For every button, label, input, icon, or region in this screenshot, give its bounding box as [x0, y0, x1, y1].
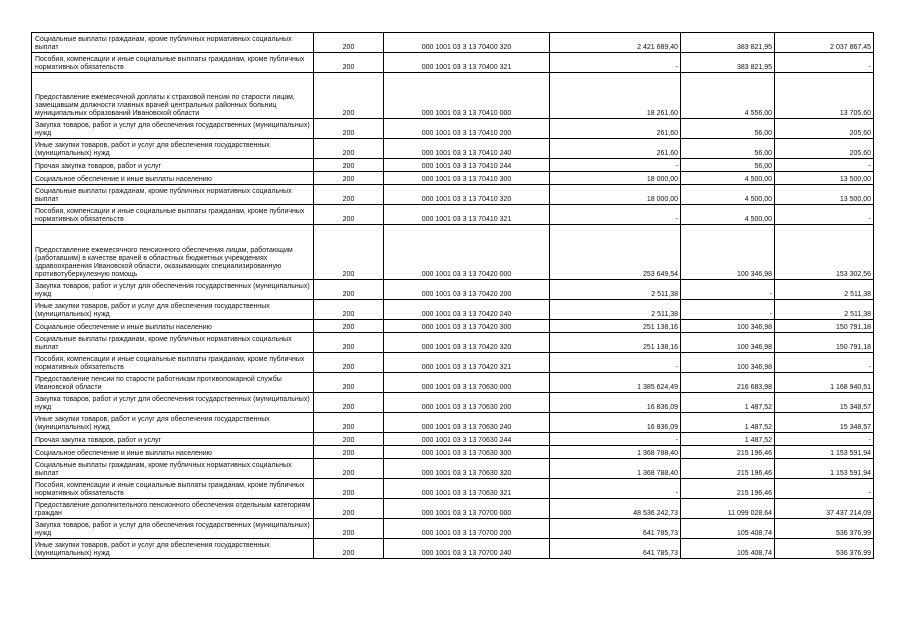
row-code: 200: [314, 159, 384, 172]
row-remaining: 1 153 591,94: [775, 446, 874, 459]
row-remaining: 536 376,99: [775, 539, 874, 559]
row-remaining: 37 437 214,09: [775, 499, 874, 519]
row-classification: 000 1001 03 3 13 70630 321: [384, 479, 550, 499]
table-row: [32, 519, 874, 539]
row-remaining: 13 705,60: [775, 73, 874, 119]
row-executed: 4 500,00: [681, 185, 775, 205]
row-executed: 215 196,46: [681, 459, 775, 479]
row-code: 200: [314, 333, 384, 353]
row-code: 200: [314, 205, 384, 225]
row-approved: 16 836,09: [550, 393, 681, 413]
row-code: 200: [314, 519, 384, 539]
table-row: [32, 119, 874, 139]
row-name: Социальные выплаты гражданам, кроме публичных нормативных социальных выплат: [32, 33, 314, 53]
row-remaining: 2 511,38: [775, 300, 874, 320]
row-classification: 000 1001 03 3 13 70630 000: [384, 373, 550, 393]
row-approved: 641 785,73: [550, 519, 681, 539]
row-classification: 000 1001 03 3 13 70420 300: [384, 320, 550, 333]
row-remaining: 13 500,00: [775, 172, 874, 185]
row-remaining: 150 791,18: [775, 333, 874, 353]
row-executed: 216 683,98: [681, 373, 775, 393]
row-remaining: -: [775, 205, 874, 225]
row-code: 200: [314, 499, 384, 519]
row-executed: 100 346,98: [681, 320, 775, 333]
row-approved: 18 261,60: [550, 73, 681, 119]
table-row: [32, 479, 874, 499]
row-classification: 000 1001 03 3 13 70630 200: [384, 393, 550, 413]
table-row: [32, 300, 874, 320]
row-name: Социальное обеспечение и иные выплаты населению: [32, 172, 314, 185]
row-executed: 383 821,95: [681, 53, 775, 73]
row-name: Социальные выплаты гражданам, кроме публичных нормативных социальных выплат: [32, 459, 314, 479]
row-approved: 2 511,38: [550, 300, 681, 320]
row-executed: 105 408,74: [681, 539, 775, 559]
row-code: 200: [314, 433, 384, 446]
row-executed: 56,00: [681, 119, 775, 139]
row-executed: 1 487,52: [681, 433, 775, 446]
table-body: [32, 33, 874, 559]
row-name: Предоставление ежемесячного пенсионного обеспечения лицам, работающим (работавшим) в качестве врачей в областных бюджетных учреждениях здравоохранения Ивановской области, оказывающих специализированную противотуберкулезную помощь: [32, 225, 314, 280]
row-classification: 000 1001 03 3 13 70400 321: [384, 53, 550, 73]
table-row: [32, 539, 874, 559]
row-remaining: 205,60: [775, 139, 874, 159]
row-approved: 261,60: [550, 119, 681, 139]
row-remaining: 205,60: [775, 119, 874, 139]
row-remaining: -: [775, 53, 874, 73]
row-code: 200: [314, 320, 384, 333]
table-row: [32, 413, 874, 433]
row-name: Прочая закупка товаров, работ и услуг: [32, 433, 314, 446]
row-name: Предоставление дополнительного пенсионного обеспечения отдельным категориям граждан: [32, 499, 314, 519]
row-code: 200: [314, 225, 384, 280]
row-code: 200: [314, 479, 384, 499]
row-approved: 641 785,73: [550, 539, 681, 559]
row-name: Закупка товаров, работ и услуг для обеспечения государственных (муниципальных) нужд: [32, 280, 314, 300]
row-approved: 2 511,38: [550, 280, 681, 300]
table-row: [32, 53, 874, 73]
row-approved: 16 836,09: [550, 413, 681, 433]
row-approved: 18 000,00: [550, 172, 681, 185]
row-remaining: -: [775, 433, 874, 446]
row-code: 200: [314, 280, 384, 300]
table-row: [32, 353, 874, 373]
row-code: 200: [314, 373, 384, 393]
row-classification: 000 1001 03 3 13 70410 320: [384, 185, 550, 205]
row-executed: -: [681, 300, 775, 320]
row-name: Социальное обеспечение и иные выплаты населению: [32, 320, 314, 333]
row-classification: 000 1001 03 3 13 70630 244: [384, 433, 550, 446]
row-approved: 2 421 689,40: [550, 33, 681, 53]
row-code: 200: [314, 53, 384, 73]
row-name: Иные закупки товаров, работ и услуг для обеспечения государственных (муниципальных) нужд: [32, 539, 314, 559]
row-name: Иные закупки товаров, работ и услуг для обеспечения государственных (муниципальных) нужд: [32, 300, 314, 320]
row-code: 200: [314, 300, 384, 320]
row-code: 200: [314, 446, 384, 459]
row-approved: -: [550, 353, 681, 373]
row-classification: 000 1001 03 3 13 70410 321: [384, 205, 550, 225]
row-classification: 000 1001 03 3 13 70700 000: [384, 499, 550, 519]
row-executed: 105 408,74: [681, 519, 775, 539]
row-name: Закупка товаров, работ и услуг для обеспечения государственных (муниципальных) нужд: [32, 519, 314, 539]
row-remaining: 536 376,99: [775, 519, 874, 539]
row-executed: 383 821,95: [681, 33, 775, 53]
row-remaining: 15 348,57: [775, 413, 874, 433]
row-code: 200: [314, 33, 384, 53]
budget-execution-table: [31, 32, 874, 559]
row-classification: 000 1001 03 3 13 70410 200: [384, 119, 550, 139]
row-name: Социальные выплаты гражданам, кроме публичных нормативных социальных выплат: [32, 185, 314, 205]
row-name: Предоставление пенсии по старости работникам противопожарной службы Ивановской области: [32, 373, 314, 393]
row-approved: 251 138,16: [550, 333, 681, 353]
row-name: Пособия, компенсации и иные социальные выплаты гражданам, кроме публичных нормативных обязательств: [32, 53, 314, 73]
table-row: [32, 459, 874, 479]
row-remaining: 13 500,00: [775, 185, 874, 205]
row-remaining: 15 348,57: [775, 393, 874, 413]
table-row: [32, 333, 874, 353]
row-code: 200: [314, 172, 384, 185]
row-approved: -: [550, 433, 681, 446]
table-row: [32, 373, 874, 393]
row-remaining: -: [775, 479, 874, 499]
row-approved: -: [550, 479, 681, 499]
table-row: [32, 73, 874, 119]
row-approved: 1 368 788,40: [550, 446, 681, 459]
row-executed: 4 556,00: [681, 73, 775, 119]
table-row: [32, 172, 874, 185]
row-classification: 000 1001 03 3 13 70410 000: [384, 73, 550, 119]
table-row: [32, 280, 874, 300]
row-approved: 1 368 788,40: [550, 459, 681, 479]
row-remaining: 153 302,56: [775, 225, 874, 280]
row-code: 200: [314, 413, 384, 433]
row-name: Закупка товаров, работ и услуг для обеспечения государственных (муниципальных) нужд: [32, 119, 314, 139]
row-approved: 1 385 624,49: [550, 373, 681, 393]
row-code: 200: [314, 73, 384, 119]
table-row: [32, 225, 874, 280]
row-name: Иные закупки товаров, работ и услуг для обеспечения государственных (муниципальных) нужд: [32, 139, 314, 159]
row-remaining: 2 511,38: [775, 280, 874, 300]
row-executed: 215 196,46: [681, 446, 775, 459]
table-row: [32, 499, 874, 519]
row-name: Пособия, компенсации и иные социальные выплаты гражданам, кроме публичных нормативных обязательств: [32, 205, 314, 225]
row-executed: 1 487,52: [681, 393, 775, 413]
row-name: Закупка товаров, работ и услуг для обеспечения государственных (муниципальных) нужд: [32, 393, 314, 413]
row-classification: 000 1001 03 3 13 70410 240: [384, 139, 550, 159]
row-executed: 56,00: [681, 139, 775, 159]
row-executed: 100 346,98: [681, 333, 775, 353]
row-approved: 251 138,16: [550, 320, 681, 333]
row-name: Предоставление ежемесячной доплаты к страховой пенсии по старости лицам, замещавшим должности главных врачей центральных районных больниц муниципальных образований Ивановской области: [32, 73, 314, 119]
row-classification: 000 1001 03 3 13 70630 240: [384, 413, 550, 433]
row-classification: 000 1001 03 3 13 70630 300: [384, 446, 550, 459]
row-executed: 11 099 028,64: [681, 499, 775, 519]
row-classification: 000 1001 03 3 13 70420 000: [384, 225, 550, 280]
row-remaining: 1 168 940,51: [775, 373, 874, 393]
row-code: 200: [314, 185, 384, 205]
row-classification: 000 1001 03 3 13 70420 321: [384, 353, 550, 373]
row-approved: -: [550, 53, 681, 73]
row-classification: 000 1001 03 3 13 70400 320: [384, 33, 550, 53]
row-remaining: -: [775, 353, 874, 373]
row-classification: 000 1001 03 3 13 70410 300: [384, 172, 550, 185]
row-approved: 253 649,54: [550, 225, 681, 280]
row-executed: 4 500,00: [681, 172, 775, 185]
row-code: 200: [314, 353, 384, 373]
row-code: 200: [314, 119, 384, 139]
row-remaining: 1 153 591,94: [775, 459, 874, 479]
table-row: [32, 159, 874, 172]
table-row: [32, 205, 874, 225]
row-classification: 000 1001 03 3 13 70630 320: [384, 459, 550, 479]
row-classification: 000 1001 03 3 13 70420 320: [384, 333, 550, 353]
row-remaining: 150 791,18: [775, 320, 874, 333]
row-approved: 18 000,00: [550, 185, 681, 205]
row-approved: -: [550, 205, 681, 225]
row-name: Социальное обеспечение и иные выплаты населению: [32, 446, 314, 459]
row-classification: 000 1001 03 3 13 70700 200: [384, 519, 550, 539]
row-classification: 000 1001 03 3 13 70700 240: [384, 539, 550, 559]
row-code: 200: [314, 539, 384, 559]
row-classification: 000 1001 03 3 13 70420 240: [384, 300, 550, 320]
table-row: [32, 320, 874, 333]
row-remaining: -: [775, 159, 874, 172]
row-executed: 100 346,98: [681, 225, 775, 280]
table-row: [32, 185, 874, 205]
table-row: [32, 139, 874, 159]
table-row: [32, 33, 874, 53]
row-name: Иные закупки товаров, работ и услуг для обеспечения государственных (муниципальных) нужд: [32, 413, 314, 433]
table-row: [32, 446, 874, 459]
row-name: Прочая закупка товаров, работ и услуг: [32, 159, 314, 172]
row-executed: 4 500,00: [681, 205, 775, 225]
row-code: 200: [314, 459, 384, 479]
row-executed: 215 196,46: [681, 479, 775, 499]
row-approved: -: [550, 159, 681, 172]
row-classification: 000 1001 03 3 13 70410 244: [384, 159, 550, 172]
row-approved: 48 536 242,73: [550, 499, 681, 519]
row-name: Пособия, компенсации и иные социальные выплаты гражданам, кроме публичных нормативных обязательств: [32, 479, 314, 499]
table-row: [32, 393, 874, 413]
row-approved: 261,60: [550, 139, 681, 159]
row-code: 200: [314, 393, 384, 413]
row-executed: 100 346,98: [681, 353, 775, 373]
row-remaining: 2 037 867,45: [775, 33, 874, 53]
row-executed: -: [681, 280, 775, 300]
row-executed: 56,00: [681, 159, 775, 172]
row-code: 200: [314, 139, 384, 159]
row-classification: 000 1001 03 3 13 70420 200: [384, 280, 550, 300]
row-name: Пособия, компенсации и иные социальные выплаты гражданам, кроме публичных нормативных обязательств: [32, 353, 314, 373]
table-row: [32, 433, 874, 446]
row-name: Социальные выплаты гражданам, кроме публичных нормативных социальных выплат: [32, 333, 314, 353]
row-executed: 1 487,52: [681, 413, 775, 433]
